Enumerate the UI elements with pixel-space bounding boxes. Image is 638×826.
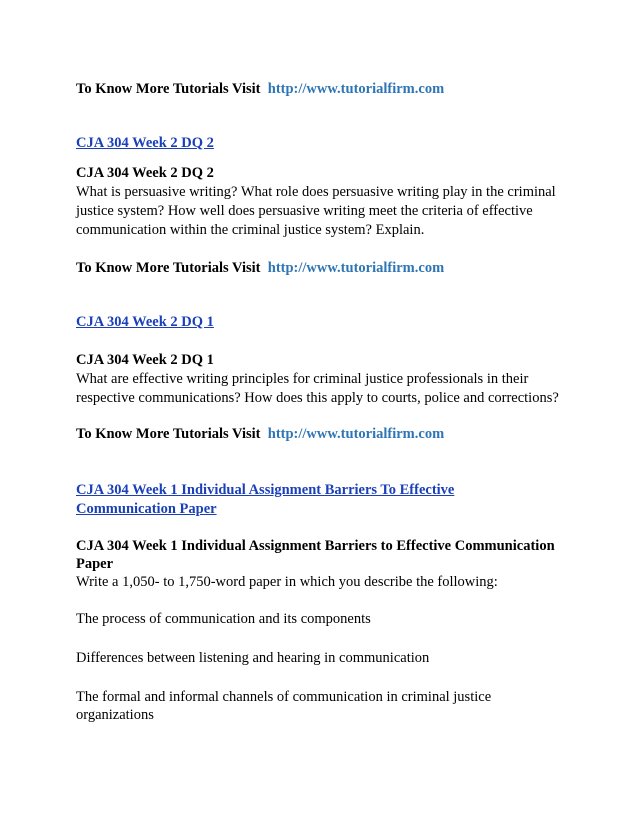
section-title: CJA 304 Week 1 Individual Assignment Barriers to Effective Communication (76, 538, 555, 554)
section-intro: Write a 1,050- to 1,750-word paper in which you describe the following: (76, 574, 498, 590)
promo-line (76, 425, 444, 444)
section-link-title[interactable]: CJA 304 Week 1 Individual Assignment Barriers To Effective (76, 482, 455, 498)
promo-line (76, 259, 444, 278)
list-item: organizations (76, 707, 154, 723)
section-link-title[interactable]: CJA 304 Week 2 DQ 2 (76, 135, 214, 151)
section-title: CJA 304 Week 2 DQ 1 (76, 352, 214, 368)
section-body-line: respective communications? How does this apply to courts, police and corrections? (76, 390, 559, 406)
section-title: CJA 304 Week 2 DQ 2 (76, 165, 214, 181)
promo-url-link[interactable]: http://www.tutorialfirm.com (267, 81, 445, 97)
list-item: The process of communication and its components (76, 611, 371, 627)
section-body-line: communication within the criminal justice system? Explain. (76, 222, 425, 238)
promo-text: To Know More Tutorials Visit (76, 260, 261, 276)
section-title: Paper (76, 556, 114, 572)
promo-line (76, 80, 444, 99)
promo-text: To Know More Tutorials Visit (76, 81, 261, 97)
section-body-line: What are effective writing principles for criminal justice professionals in their (76, 371, 529, 387)
section-body-line: What is persuasive writing? What role does persuasive writing play in the criminal (76, 184, 556, 200)
section-link-title[interactable]: Communication Paper (76, 501, 217, 517)
section-link-title[interactable]: CJA 304 Week 2 DQ 1 (76, 314, 214, 330)
section-body-line: justice system? How well does persuasive writing meet the criteria of effective (76, 203, 533, 219)
promo-url-link[interactable]: http://www.tutorialfirm.com (267, 260, 445, 276)
list-item: Differences between listening and hearing in communication (76, 650, 430, 666)
promo-url-link[interactable]: http://www.tutorialfirm.com (267, 426, 445, 442)
list-item: The formal and informal channels of communication in criminal justice (76, 689, 492, 705)
promo-text: To Know More Tutorials Visit (76, 426, 261, 442)
